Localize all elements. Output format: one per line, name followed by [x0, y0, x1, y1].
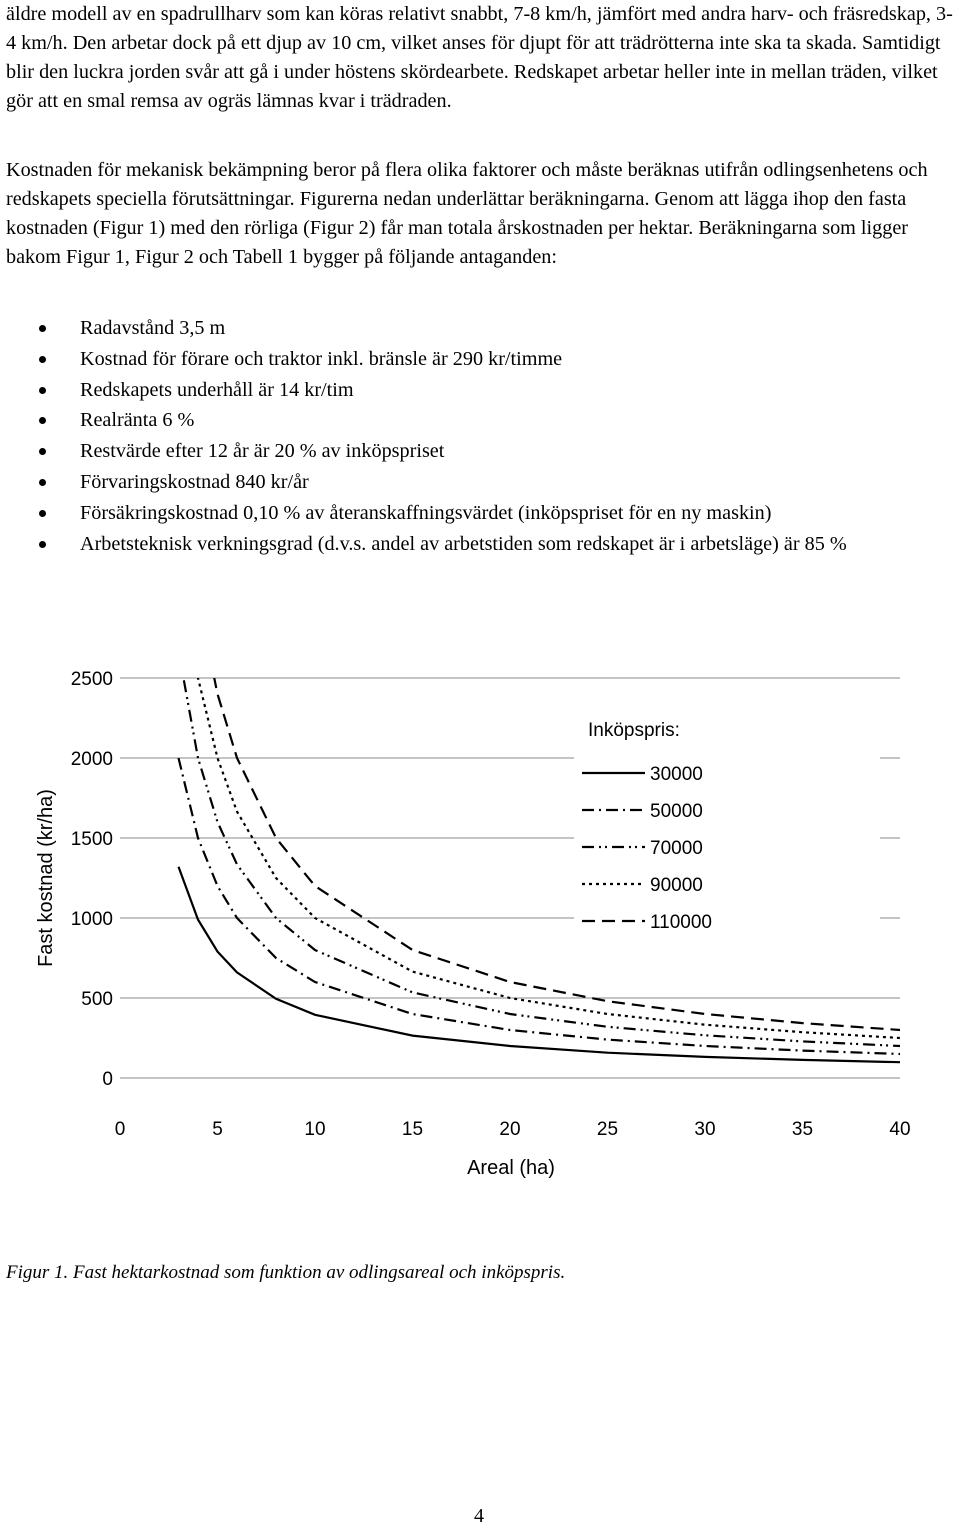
y-tick-label: 1500 [70, 829, 113, 850]
x-tick-label: 25 [596, 1119, 619, 1140]
x-tick-label: 30 [694, 1119, 716, 1140]
x-tick-label: 35 [791, 1119, 814, 1140]
x-tick-label: 20 [499, 1119, 521, 1140]
x-tick-label: 15 [401, 1119, 424, 1140]
list-item: Förvaringskostnad 840 kr/år [0, 467, 960, 498]
legend-label: 70000 [650, 838, 703, 859]
y-tick-label: 2500 [70, 669, 113, 690]
legend-label: 30000 [650, 764, 703, 785]
x-tick-label: 0 [114, 1119, 126, 1140]
list-item: Restvärde efter 12 år är 20 % av inköpspriset [0, 436, 960, 467]
bullet-icon [39, 448, 46, 455]
bullet-icon [39, 325, 46, 332]
x-tick-label: 10 [304, 1119, 326, 1140]
bullet-icon [39, 387, 46, 394]
x-tick-label: 40 [889, 1119, 911, 1140]
y-tick-label: 500 [81, 989, 113, 1010]
paragraph-intro: äldre modell av en spadrullharv som kan köras relativt snabbt, 7-8 km/h, jämfört med andra harv- och fräsredskap, 3-4 km/h. Den arbetar dock på ett djup av 10 cm, vilket anses för djupt för att trädrötterna inte ska ta skada. Samtidigt blir den luckra jorden svår att gå i under höstens skördearbete. Redskapet arbetar heller inte in mellan träden, vilket gör att en smal remsa av ogräs lämnas kvar i trädraden. [6, 3, 953, 112]
list-item: Arbetsteknisk verkningsgrad (d.v.s. andel av arbetstiden som redskapet är i arbetsläge) är 85 % [0, 529, 960, 560]
list-item: Radavstånd 3,5 m [0, 313, 960, 344]
list-item: Kostnad för förare och traktor inkl. bränsle är 290 kr/timme [0, 344, 960, 375]
list-item: Realränta 6 % [0, 405, 960, 436]
y-tick-label: 0 [102, 1069, 113, 1090]
y-tick-label: 2000 [70, 749, 113, 770]
fixed-cost-chart [0, 640, 960, 1200]
legend-label: 90000 [650, 875, 703, 896]
bullet-icon [39, 541, 46, 548]
legend-label: 50000 [650, 801, 703, 822]
page-number: 4 [474, 1505, 484, 1527]
legend-title: Inköpspris: [588, 720, 680, 741]
legend-label: 110000 [650, 912, 712, 933]
y-axis-label: Fast kostnad (kr/ha) [35, 789, 57, 967]
bullet-icon [39, 356, 46, 363]
x-tick-label: 5 [212, 1119, 223, 1140]
list-item: Försäkringskostnad 0,10 % av återanskaffningsvärdet (inköpspriset för en ny maskin) [0, 498, 960, 529]
bullet-icon [39, 417, 46, 424]
y-tick-label: 1000 [70, 909, 113, 930]
bullet-icon [39, 479, 46, 486]
bullet-icon [39, 510, 46, 517]
x-axis-label: Areal (ha) [467, 1157, 555, 1179]
figure-caption: Figur 1. Fast hektarkostnad som funktion av odlingsareal och inköpspris. [6, 1262, 566, 1283]
paragraph-cost: Kostnaden för mekanisk bekämpning beror på flera olika faktorer och måste beräknas utifrån odlingsenhetens och redskapets speciella förutsättningar. Figurerna nedan underlättar beräkningarna. Genom att lägga ihop den fasta kostnaden (Figur 1) med den rörliga (Figur 2) får man totala årskostnaden per hektar. Beräkningarna som ligger bakom Figur 1, Figur 2 och Tabell 1 bygger på följande antaganden: [6, 159, 928, 268]
list-item: Redskapets underhåll är 14 kr/tim [0, 375, 960, 406]
assumption-list [0, 313, 960, 559]
